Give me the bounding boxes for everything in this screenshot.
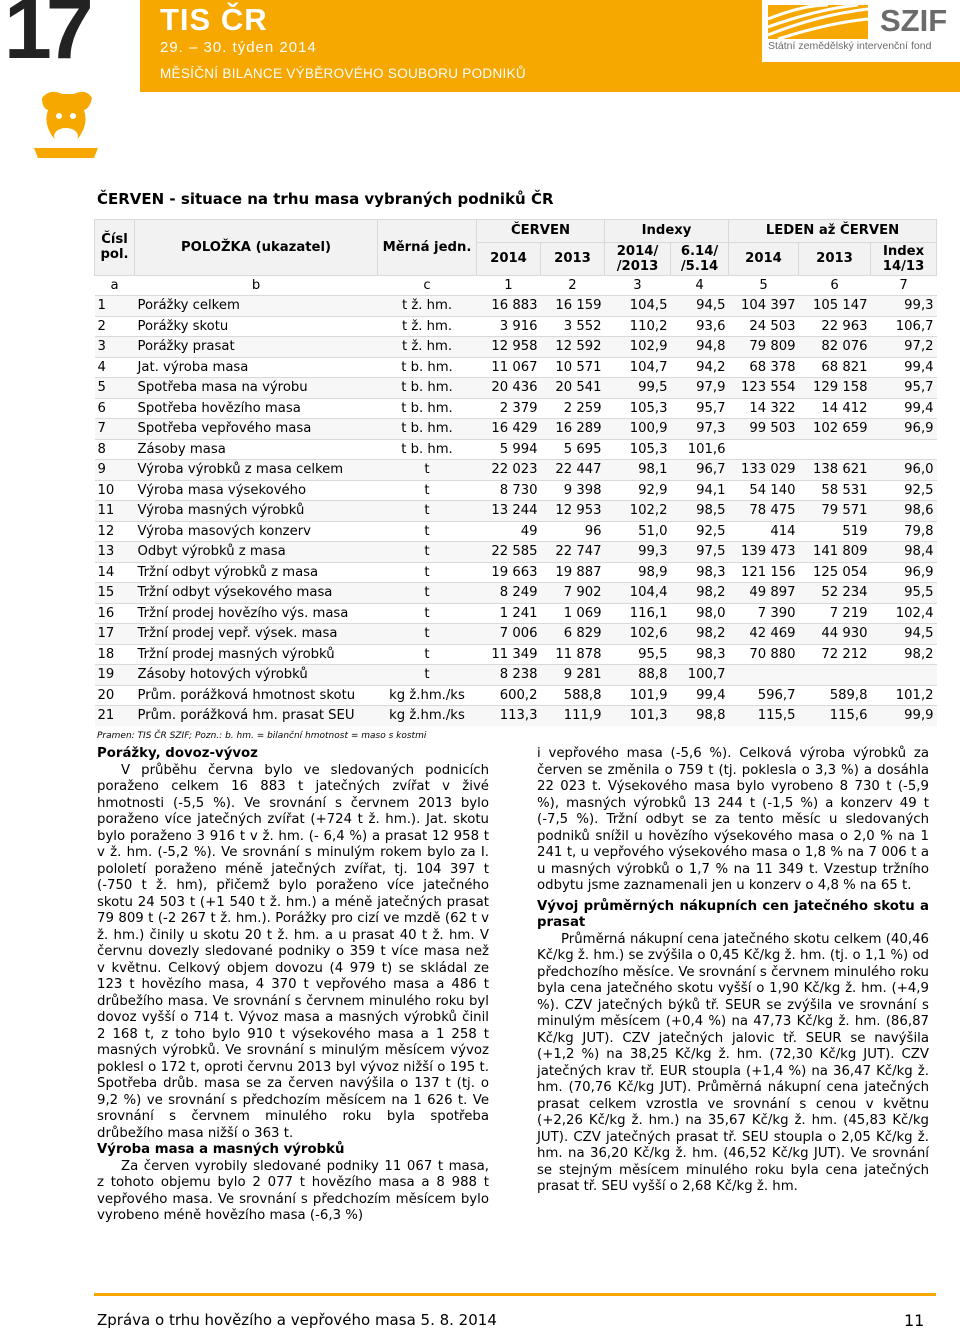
table-cell: t b. hm. [378, 439, 477, 460]
left-column [97, 746, 489, 1225]
table-cell: 79 571 [799, 501, 871, 522]
table-cell: 101,6 [671, 439, 729, 460]
table-body [95, 275, 937, 726]
table-cell: 129 158 [799, 378, 871, 399]
header-june-2013: 2013 [541, 242, 605, 275]
table-cell: 92,9 [605, 480, 671, 501]
table-cell: Porážky celkem [135, 296, 378, 317]
table-cell: 1 241 [477, 603, 541, 624]
table-cell: 101,3 [605, 706, 671, 726]
table-cell: 99,9 [871, 706, 937, 726]
table-cell: 95,7 [671, 398, 729, 419]
table-cell [799, 665, 871, 686]
table-cell: 105,3 [605, 398, 671, 419]
table-cell: 16 429 [477, 419, 541, 440]
table-cell: 98,0 [671, 603, 729, 624]
table-cell: 79 809 [729, 337, 799, 358]
right-column [537, 746, 929, 1196]
table-cell: 7 006 [477, 624, 541, 645]
table-cell: 95,5 [605, 644, 671, 665]
header-june-2014: 2014 [477, 242, 541, 275]
page-number: 11 [904, 1311, 925, 1330]
table-cell: 24 503 [729, 316, 799, 337]
table-cell: 2 259 [541, 398, 605, 419]
table-row [95, 685, 937, 706]
legend-cell: a [95, 275, 135, 296]
legend-cell: 2 [541, 275, 605, 296]
table-cell: 68 378 [729, 357, 799, 378]
table-cell: 2 379 [477, 398, 541, 419]
table-cell: 596,7 [729, 685, 799, 706]
table-cell: 68 821 [799, 357, 871, 378]
table-cell: 52 234 [799, 583, 871, 604]
table-cell: 20 436 [477, 378, 541, 399]
table-cell: t [378, 665, 477, 686]
table-cell: 104,4 [605, 583, 671, 604]
table-cell: 12 953 [541, 501, 605, 522]
table-cell: Porážky skotu [135, 316, 378, 337]
table-cell: 99,4 [671, 685, 729, 706]
table-row [95, 542, 937, 563]
table-cell: 102,2 [605, 501, 671, 522]
table-cell: 104 397 [729, 296, 799, 317]
table-cell: 141 809 [799, 542, 871, 563]
table-row [95, 419, 937, 440]
table-cell: 99,4 [871, 357, 937, 378]
table-cell: 3 916 [477, 316, 541, 337]
heading-slaughter: Porážky, dovoz-vývoz [97, 746, 258, 761]
table-cell: 19 887 [541, 562, 605, 583]
table-cell: t [378, 460, 477, 481]
meat-market-table [94, 219, 937, 726]
table-cell: 98,1 [605, 460, 671, 481]
table-cell: 96,7 [671, 460, 729, 481]
table-cell: 9 398 [541, 480, 605, 501]
table-cell: 9 [95, 460, 135, 481]
table-cell: 3 [95, 337, 135, 358]
paragraph-production: Za červen vyrobily sledované podniky 11 067 t masa, z tohoto objemu bylo 2 077 t hovězího masa a 8 988 t vepřového masa. Ve srovnání s předchozím měsícem bylo vyrobeno méně hovězího masa (-6,3 %) [97, 1158, 489, 1223]
table-cell: 12 592 [541, 337, 605, 358]
table-cell [871, 665, 937, 686]
table-row [95, 357, 937, 378]
header-index-month: 6.14/ /5.14 [671, 242, 729, 275]
table-cell: 600,2 [477, 685, 541, 706]
header-ytd-2013: 2013 [799, 242, 871, 275]
table-row [95, 378, 937, 399]
table-cell: 70 880 [729, 644, 799, 665]
table-cell: 104,5 [605, 296, 671, 317]
table-cell: Spotřeba hovězího masa [135, 398, 378, 419]
table-cell: 116,1 [605, 603, 671, 624]
table-cell: 96,9 [871, 419, 937, 440]
heading-production: Výroba masa a masných výrobků [97, 1142, 345, 1157]
table-cell: 100,7 [671, 665, 729, 686]
table-cell: Výroba masových konzerv [135, 521, 378, 542]
table-cell: 92,5 [671, 521, 729, 542]
footer-divider [94, 1293, 936, 1296]
table-row [95, 398, 937, 419]
table-cell: 94,5 [871, 624, 937, 645]
table-cell: 10 [95, 480, 135, 501]
table-cell: 11 [95, 501, 135, 522]
table-cell: t ž. hm. [378, 296, 477, 317]
header-title: TIS ČR [160, 2, 268, 37]
table-cell: t [378, 542, 477, 563]
table-cell: 98,3 [671, 644, 729, 665]
header-index-year: 2014/ /2013 [605, 242, 671, 275]
table-cell: 99,5 [605, 378, 671, 399]
table-row [95, 316, 937, 337]
table-cell: 98,2 [871, 644, 937, 665]
table-cell: 20 541 [541, 378, 605, 399]
table-cell: 94,2 [671, 357, 729, 378]
table-cell: 8 730 [477, 480, 541, 501]
table-cell: 519 [799, 521, 871, 542]
table-cell: 72 212 [799, 644, 871, 665]
table-cell: 96,9 [871, 562, 937, 583]
table-cell: 105 147 [799, 296, 871, 317]
table-row [95, 644, 937, 665]
table-cell [871, 439, 937, 460]
table-row [95, 603, 937, 624]
table-cell: Spotřeba vepřového masa [135, 419, 378, 440]
table-cell: 104,7 [605, 357, 671, 378]
table-row [95, 521, 937, 542]
table-cell: Prům. porážková hm. prasat SEU [135, 706, 378, 726]
table-cell: 101,9 [605, 685, 671, 706]
table-cell: 3 552 [541, 316, 605, 337]
table-cell: 121 156 [729, 562, 799, 583]
table-cell: 8 238 [477, 665, 541, 686]
table-cell: 78 475 [729, 501, 799, 522]
table-cell: 11 067 [477, 357, 541, 378]
table-cell: 5 994 [477, 439, 541, 460]
table-cell: 7 902 [541, 583, 605, 604]
table-cell: 6 [95, 398, 135, 419]
table-cell: 97,5 [671, 542, 729, 563]
table-cell: 14 322 [729, 398, 799, 419]
table-cell: 7 [95, 419, 135, 440]
page-header [0, 0, 960, 92]
table-cell: 138 621 [799, 460, 871, 481]
table-cell: 12 [95, 521, 135, 542]
table-cell: 13 244 [477, 501, 541, 522]
table-cell: 93,6 [671, 316, 729, 337]
table-cell: 133 029 [729, 460, 799, 481]
table-cell: t [378, 501, 477, 522]
table-cell: 7 219 [799, 603, 871, 624]
table-cell: Porážky prasat [135, 337, 378, 358]
issue-number: 17 [4, 0, 88, 77]
table-cell: 95,5 [871, 583, 937, 604]
table-cell: t [378, 583, 477, 604]
footer-text: Zpráva o trhu hovězího a vepřového masa 5. 8. 2014 [97, 1311, 497, 1329]
table-cell: 14 412 [799, 398, 871, 419]
table-cell: 8 249 [477, 583, 541, 604]
table-cell: 414 [729, 521, 799, 542]
table-cell: 94,5 [671, 296, 729, 317]
table-cell: Odbyt výrobků z masa [135, 542, 378, 563]
table-cell: 16 289 [541, 419, 605, 440]
header-unit: Měrná jedn. [378, 220, 477, 276]
table-cell: 98,9 [605, 562, 671, 583]
source-note: Pramen: TIS ČR SZIF; Pozn.: b. hm. = bilanční hmotnost = maso s kostmi [97, 731, 427, 741]
table-cell: 102 659 [799, 419, 871, 440]
table-cell [729, 439, 799, 460]
table-cell: 5 695 [541, 439, 605, 460]
table-cell: Tržní prodej masných výrobků [135, 644, 378, 665]
table-cell: 10 571 [541, 357, 605, 378]
table-cell: Prům. porážková hmotnost skotu [135, 685, 378, 706]
table-cell: 123 554 [729, 378, 799, 399]
logo-subtitle: Státní zemědělský intervenční fond [768, 40, 932, 52]
table-cell: t b. hm. [378, 398, 477, 419]
table-cell: kg ž.hm./ks [378, 685, 477, 706]
table-cell: 588,8 [541, 685, 605, 706]
header-subtitle: MĚSÍČNÍ BILANCE VÝBĚROVÉHO SOUBORU PODNIKŮ [160, 66, 526, 81]
table-cell: Tržní prodej hovězího výs. masa [135, 603, 378, 624]
section-title: ČERVEN - situace na trhu masa vybraných podniků ČR [97, 190, 554, 208]
table-cell [729, 665, 799, 686]
table-cell: Zásoby masa [135, 439, 378, 460]
table-cell: 98,2 [671, 583, 729, 604]
header-item: POLOŽKA (ukazatel) [135, 220, 378, 276]
table-cell: 1 [95, 296, 135, 317]
table-cell: Tržní odbyt výrobků z masa [135, 562, 378, 583]
legend-cell: c [378, 275, 477, 296]
table-cell: 111,9 [541, 706, 605, 726]
table-cell: 106,7 [871, 316, 937, 337]
table-row [95, 562, 937, 583]
table-cell: 97,3 [671, 419, 729, 440]
table-cell: 6 829 [541, 624, 605, 645]
table-cell: 102,9 [605, 337, 671, 358]
table-cell: 19 [95, 665, 135, 686]
table-cell: 16 159 [541, 296, 605, 317]
table-cell: t b. hm. [378, 419, 477, 440]
cow-icon [30, 88, 102, 158]
table-cell: 98,3 [671, 562, 729, 583]
legend-cell: b [135, 275, 378, 296]
table-row [95, 296, 937, 317]
table-cell: 79,8 [871, 521, 937, 542]
table-cell: 97,2 [871, 337, 937, 358]
header-week: 29. – 30. týden 2014 [160, 39, 317, 56]
paragraph-prices: Průměrná nákupní cena jatečného skotu celkem (40,46 Kč/kg ž. hm.) se zvýšila o 0,45 Kč/kg ž. hm. (tj. o 1,1 %) od předchozího měsíce. Ve srovnání s červnem minulého roku byla cena jatečného skotu vyšší o 1,90 Kč/kg ž. hm. (+4,9 %). CZV jatečných býků tř. SEUR se zvýšila ve srovnání s minulým měsícem (+0,4 %) na 47,73 Kč/kg ž. hm. (86,87 Kč/kg JUT). CZV jatečných jalovic tř. SEUR se navýšila (+1,2 %) na 38,25 Kč/kg ž. hm. (72,30 Kč/kg JUT). CZV jatečných krav tř. EUR stoupla (+1,4 %) na 36,47 Kč/kg ž. hm. (70,76 Kč/kg JUT). Průměrná nákupní cena jatečných prasat celkem vzrostla ve srovnání s cenou v květnu (+2,26 Kč/kg ž. hm.) na 35,67 Kč/kg ž. hm. (45,83 Kč/kg JUT). CZV jatečných prasat tř. SEU stoupla o 2,05 Kč/kg ž. hm. na 36,20 Kč/kg ž. hm. (46,52 Kč/kg JUT). Ve srovnání se stejným měsícem minulého roku byla cena jatečných prasat tř. SEU vyšší o 2,68 Kč/kg ž. hm. [537, 931, 929, 1194]
table-cell: t [378, 521, 477, 542]
paragraph-production-cont: i vepřového masa (-5,6 %). Celková výroba výrobků za červen se změnila o 759 t (tj. poklesla o 3,3 %) a dosáhla 22 023 t. Výsekového masa bylo vyrobeno 8 730 t (-5,9 %), masných výrobků 13 244 t (-1,5 %) a konzerv 49 t (-7,5 %). Tržní odbyt se za tento měsíc u sledovaných podniků snížil u hovězího výsekového masa o 2,0 % na 1 241 t, u vepřového výsekového masa o 1,8 % na 7 006 t a u masných výrobků o 1,7 % na 11 349 t. Vzestup tržního odbytu jsme zaznamenali jen u konzerv o 4,8 % na 65 t. [537, 746, 929, 893]
table-cell: 17 [95, 624, 135, 645]
table-row [95, 624, 937, 645]
table-cell: 113,3 [477, 706, 541, 726]
legend-cell: 6 [799, 275, 871, 296]
table-cell: Tržní odbyt výsekového masa [135, 583, 378, 604]
table-cell: 16 883 [477, 296, 541, 317]
table-cell: 54 140 [729, 480, 799, 501]
table-cell: 22 963 [799, 316, 871, 337]
table-row [95, 439, 937, 460]
header-item-number: Čísl pol. [95, 220, 135, 276]
header-ytd-2014: 2014 [729, 242, 799, 275]
paragraph-slaughter: V průběhu června bylo ve sledovaných podnicích poraženo celkem 16 883 t jatečných zvířat v živé hmotnosti (-5,5 %). Ve srovnání s červnem 2013 bylo poraženo více jatečných zvířat (+724 t ž. hm.). Jat. skotu bylo poraženo 3 916 t v ž. hm. (- 6,4 %) a prasat 12 958 t v ž. hm. (-5,2 %). Ve srovnání s minulým rokem bylo za I. pololetí poraženo méně jatečných zvířat, tj. 104 397 t (-750 t ž. hm), přičemž bylo poraženo více jatečného skotu 24 503 t (+1 540 t ž. hm.) a méně jatečných prasat 79 809 t (-2 267 t ž. hm.). Porážky pro cizí ve mzdě (62 t v ž. hm.) činily u skotu 20 t ž. hm. a u prasat 40 t ž. hm. V červnu dovezly sledované podniky o 359 t více masa než v květnu. Celkový objem dovozu (4 979 t) se skládal ze 123 t hovězího masa, 4 370 t vepřového masa a 486 t drůbežího masa. Ve srovnání s červnem minulého roku byl dovoz vyšší o 714 t. Vývoz masa a masných výrobků činil 2 168 t, z toho bylo 910 t výsekového masa a 1 258 t masných výrobků. Ve srovnání s minulým měsícem vývoz poklesl o 172 t, oproti červnu 2013 byl vývoz nižší o 195 t. Spotřeba drůb. masa se za červen navýšila o 137 t (tj. o 9,2 %) ve srovnání s předchozím měsícem na 1 626 t. Ve srovnání s červnem minulého roku byla spotřeba drůbežího masa nižší o 363 t. [97, 762, 489, 1141]
table-cell: t [378, 603, 477, 624]
table-cell: 4 [95, 357, 135, 378]
table-cell: 125 054 [799, 562, 871, 583]
table-cell: 7 390 [729, 603, 799, 624]
table-cell: 110,2 [605, 316, 671, 337]
table-row [95, 480, 937, 501]
table-cell: t ž. hm. [378, 316, 477, 337]
table-cell: 49 897 [729, 583, 799, 604]
table-cell: 82 076 [799, 337, 871, 358]
table-cell: 22 023 [477, 460, 541, 481]
table-cell: 99,3 [605, 542, 671, 563]
table-cell: 139 473 [729, 542, 799, 563]
table-cell: 22 447 [541, 460, 605, 481]
header-ytd-index: Index 14/13 [871, 242, 937, 275]
table-cell: t b. hm. [378, 378, 477, 399]
table-cell: 2 [95, 316, 135, 337]
table-cell: 16 [95, 603, 135, 624]
table-cell: 92,5 [871, 480, 937, 501]
table-cell: 19 663 [477, 562, 541, 583]
table-cell: 51,0 [605, 521, 671, 542]
table-cell: 96 [541, 521, 605, 542]
table-cell: 98,2 [671, 624, 729, 645]
table-cell: 102,4 [871, 603, 937, 624]
table-row [95, 337, 937, 358]
table-cell: 94,8 [671, 337, 729, 358]
table-row [95, 706, 937, 726]
table-cell: 1 069 [541, 603, 605, 624]
table-cell: 11 349 [477, 644, 541, 665]
table-cell: 15 [95, 583, 135, 604]
table-row [95, 583, 937, 604]
table-cell: 98,6 [871, 501, 937, 522]
table-cell: 88,8 [605, 665, 671, 686]
table-cell: 102,6 [605, 624, 671, 645]
table-cell: 96,0 [871, 460, 937, 481]
table-cell: 589,8 [799, 685, 871, 706]
table-row [95, 665, 937, 686]
table-cell: t [378, 480, 477, 501]
table-cell: 49 [477, 521, 541, 542]
table-cell: 99 503 [729, 419, 799, 440]
table-cell: 18 [95, 644, 135, 665]
table-row [95, 460, 937, 481]
table-cell: 95,7 [871, 378, 937, 399]
table-cell: Výroba výrobků z masa celkem [135, 460, 378, 481]
table-cell: 101,2 [871, 685, 937, 706]
table-cell: 100,9 [605, 419, 671, 440]
table-cell: 98,8 [671, 706, 729, 726]
table-cell: 99,3 [871, 296, 937, 317]
legend-cell: 7 [871, 275, 937, 296]
table-cell: 42 469 [729, 624, 799, 645]
table-cell: 58 531 [799, 480, 871, 501]
table-cell: 13 [95, 542, 135, 563]
table-cell: 5 [95, 378, 135, 399]
table-cell: 11 878 [541, 644, 605, 665]
table-cell: t [378, 644, 477, 665]
table-cell: 98,4 [871, 542, 937, 563]
table-cell: Výroba masných výrobků [135, 501, 378, 522]
table-cell: 94,1 [671, 480, 729, 501]
table-cell: 115,5 [729, 706, 799, 726]
table-cell [799, 439, 871, 460]
table-cell: t [378, 624, 477, 645]
table-cell: 99,4 [871, 398, 937, 419]
table-cell: 22 747 [541, 542, 605, 563]
table-cell: 97,9 [671, 378, 729, 399]
table-cell: 44 930 [799, 624, 871, 645]
table-cell: Výroba masa výsekového [135, 480, 378, 501]
header-jan-june: LEDEN až ČERVEN [729, 220, 937, 243]
table-row [95, 501, 937, 522]
table-cell: 98,5 [671, 501, 729, 522]
table-cell: Jat. výroba masa [135, 357, 378, 378]
table-legend-row [95, 275, 937, 296]
table-cell: t [378, 562, 477, 583]
table-cell: 9 281 [541, 665, 605, 686]
table-cell: Spotřeba masa na výrobu [135, 378, 378, 399]
legend-cell: 1 [477, 275, 541, 296]
table-cell: 105,3 [605, 439, 671, 460]
table-cell: 14 [95, 562, 135, 583]
table-cell: kg ž.hm./ks [378, 706, 477, 726]
legend-cell: 4 [671, 275, 729, 296]
logo-text: SZIF [880, 3, 948, 38]
table-cell: Tržní prodej vepř. výsek. masa [135, 624, 378, 645]
table-cell: 12 958 [477, 337, 541, 358]
legend-cell: 3 [605, 275, 671, 296]
wheat-field-icon [768, 5, 868, 39]
table-cell: t b. hm. [378, 357, 477, 378]
header-indexes: Indexy [605, 220, 729, 243]
header-june: ČERVEN [477, 220, 605, 243]
table-cell: 22 585 [477, 542, 541, 563]
heading-prices: Vývoj průměrných nákupních cen jatečného skotu a prasat [537, 898, 929, 930]
table-cell: 21 [95, 706, 135, 726]
table-cell: 20 [95, 685, 135, 706]
table-cell: 8 [95, 439, 135, 460]
table-cell: t ž. hm. [378, 337, 477, 358]
table-cell: Zásoby hotových výrobků [135, 665, 378, 686]
table-cell: 115,6 [799, 706, 871, 726]
legend-cell: 5 [729, 275, 799, 296]
